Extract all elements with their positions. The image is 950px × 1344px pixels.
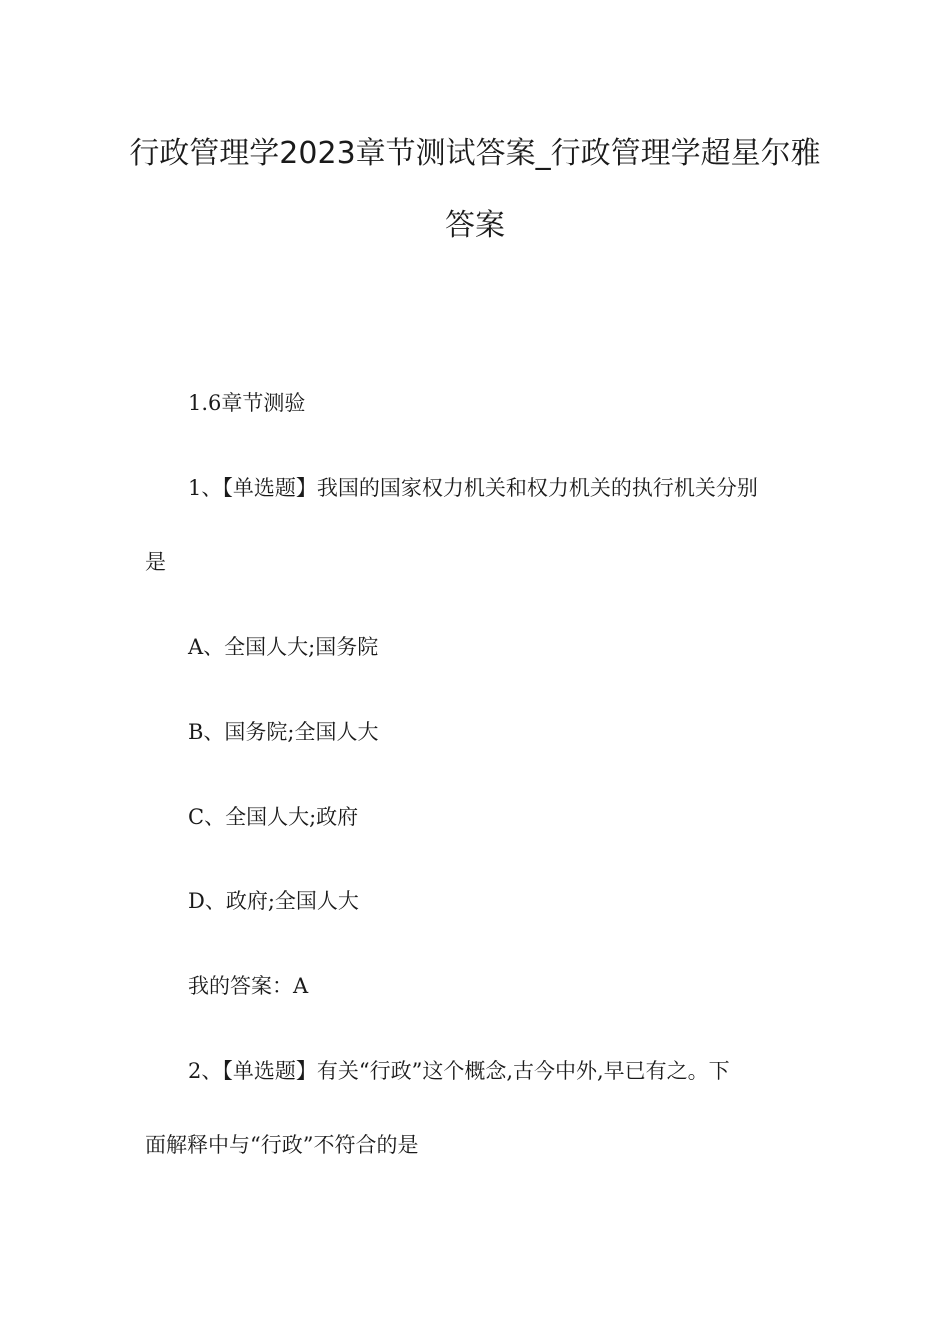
question-1-stem-continued: 是 [145,550,166,574]
question-1-option-d: D、政府;全国人大 [188,889,359,913]
question-1-option-c: C、全国人大;政府 [188,805,359,829]
question-2-stem-continued: 面解释中与“行政”不符合的是 [145,1133,419,1157]
question-1-stem: 1、【单选题】我国的国家权力机关和权力机关的执行机关分别 [188,476,758,500]
question-1-option-b: B、国务院;全国人大 [188,720,379,744]
question-2-stem: 2、【单选题】有关“行政”这个概念,古今中外,早已有之。下 [188,1059,730,1083]
question-1-option-a: A、全国人大;国务院 [188,635,379,659]
question-1-my-answer: 我的答案：A [188,974,309,998]
document-title-line-1: 行政管理学2023章节测试答案_行政管理学超星尔雅 [129,136,821,171]
document-title-line-2: 答案 [445,208,505,243]
section-heading: 1.6章节测验 [188,391,306,415]
